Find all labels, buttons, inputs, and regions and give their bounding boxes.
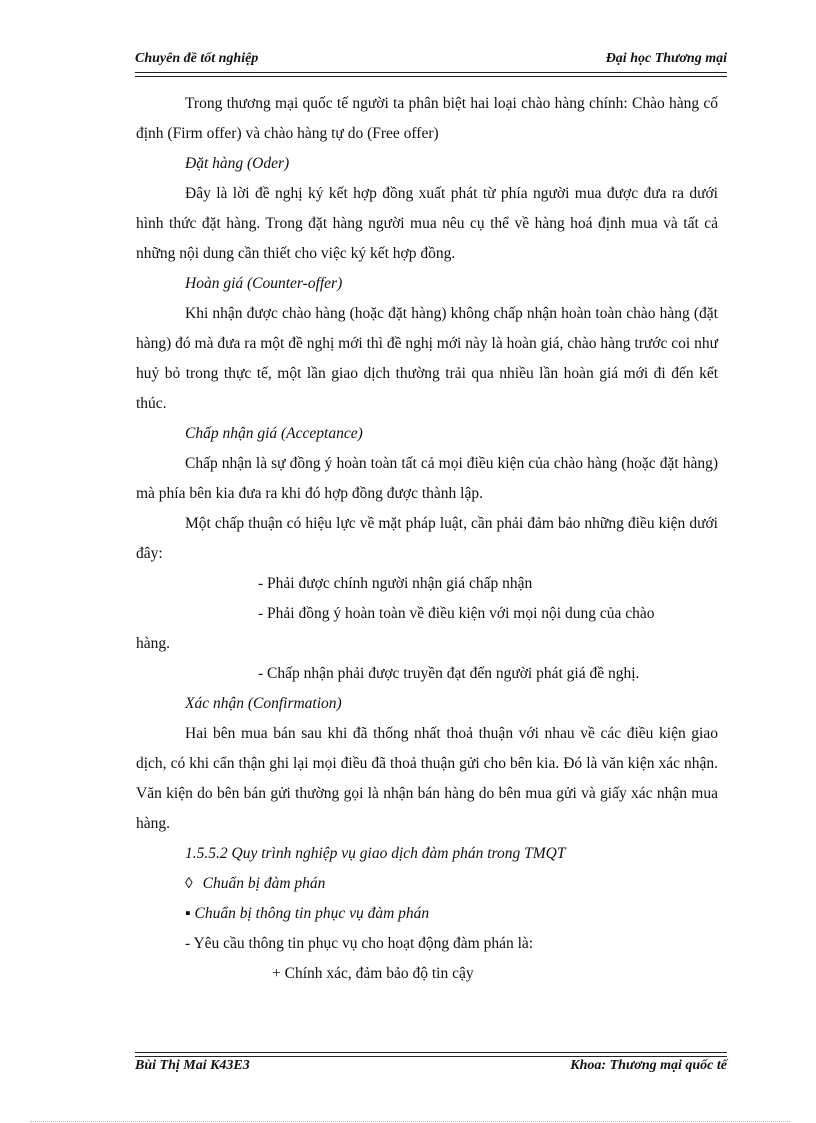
body-content <box>136 89 718 989</box>
page-footer <box>135 1058 727 1080</box>
step-preparation-label: Chuẩn bị đàm phán <box>202 875 326 892</box>
paragraph-order: Đây là lời đề nghị ký kết hợp đồng xuất phát từ phía người mua được đưa ra dưới hình thức đặt hàng. Trong đặt hàng người mua nêu cụ thể về hàng hoá định mua và tất cả những nội dung cần thiết cho việc ký kết hợp đồng. <box>136 185 718 262</box>
square-bullet-icon: ▪ <box>185 905 191 922</box>
page-bottom-dotted-line <box>30 1121 790 1122</box>
heading-acceptance: Chấp nhận giá (Acceptance) <box>185 425 363 442</box>
paragraph-counter-offer: Khi nhận được chào hàng (hoặc đặt hàng) không chấp nhận hoàn toàn chào hàng (đặt hàng) đó mà đưa ra một đề nghị mới thì đề nghị mới này là hoàn giá, chào hàng trước coi như huỷ bỏ trong thực tế, một lần giao dịch thường trải qua nhiều lần hoàn giá mới đi đến kết thúc. <box>136 305 718 412</box>
header-rule <box>135 72 727 77</box>
step-information-prep-label: Chuẩn bị thông tin phục vụ đàm phán <box>194 905 430 922</box>
paragraph-offer-types: Trong thương mại quốc tế người ta phân biệt hai loại chào hàng chính: Chào hàng cố định (Firm offer) và chào hàng tự do (Free offer) <box>136 95 718 142</box>
paragraph-acceptance-1: Chấp nhận là sự đồng ý hoàn toàn tất cả mọi điều kiện của chào hàng (hoặc đặt hàng) mà phía bên kia đưa ra khi đó hợp đồng được thành lập. <box>136 455 718 502</box>
footer-rule <box>135 1052 727 1057</box>
header-right-text: Đại học Thương mại <box>605 51 727 66</box>
diamond-bullet-icon: ◊ <box>185 875 193 892</box>
section-heading: 1.5.5.2 Quy trình nghiệp vụ giao dịch đàm phán trong TMQT <box>185 845 566 862</box>
condition-item-2-continued: hàng. <box>136 635 171 652</box>
condition-item-1: - Phải được chính người nhận giá chấp nhận <box>258 575 533 592</box>
footer-right-text: Khoa: Thương mại quốc tế <box>570 1058 727 1073</box>
step-preparation <box>136 869 718 899</box>
paragraph-confirmation: Hai bên mua bán sau khi đã thống nhất thoả thuận với nhau về các điều kiện giao dịch, có khi cẩn thận ghi lại mọi điều đã thoả thuận gửi cho bên kia. Đó là văn kiện xác nhận. Văn kiện do bên bán gửi thường gọi là nhận bán hàng do bên mua gửi và giấy xác nhận mua hàng. <box>136 725 718 832</box>
page-header <box>135 48 727 72</box>
heading-confirmation: Xác nhận (Confirmation) <box>185 695 342 712</box>
requirement-item-1: + Chính xác, đảm bảo độ tin cậy <box>272 965 474 982</box>
heading-order: Đặt hàng (Oder) <box>185 155 290 172</box>
condition-item-2: - Phải đồng ý hoàn toàn về điều kiện với mọi nội dung của chào <box>258 605 655 622</box>
heading-counter-offer: Hoàn giá (Counter-offer) <box>185 275 343 292</box>
footer-left-text: Bùi Thị Mai K43E3 <box>135 1058 250 1073</box>
step-information-prep <box>136 899 718 929</box>
requirement-intro: - Yêu cầu thông tin phục vụ cho hoạt động đàm phán là: <box>185 935 534 952</box>
header-left-text: Chuyên đề tốt nghiệp <box>135 51 259 66</box>
condition-item-3: - Chấp nhận phải được truyền đạt đến người phát giá đề nghị. <box>258 665 640 682</box>
paragraph-acceptance-2: Một chấp thuận có hiệu lực về mặt pháp luật, cần phải đảm bảo những điều kiện dưới đây: <box>136 515 718 562</box>
